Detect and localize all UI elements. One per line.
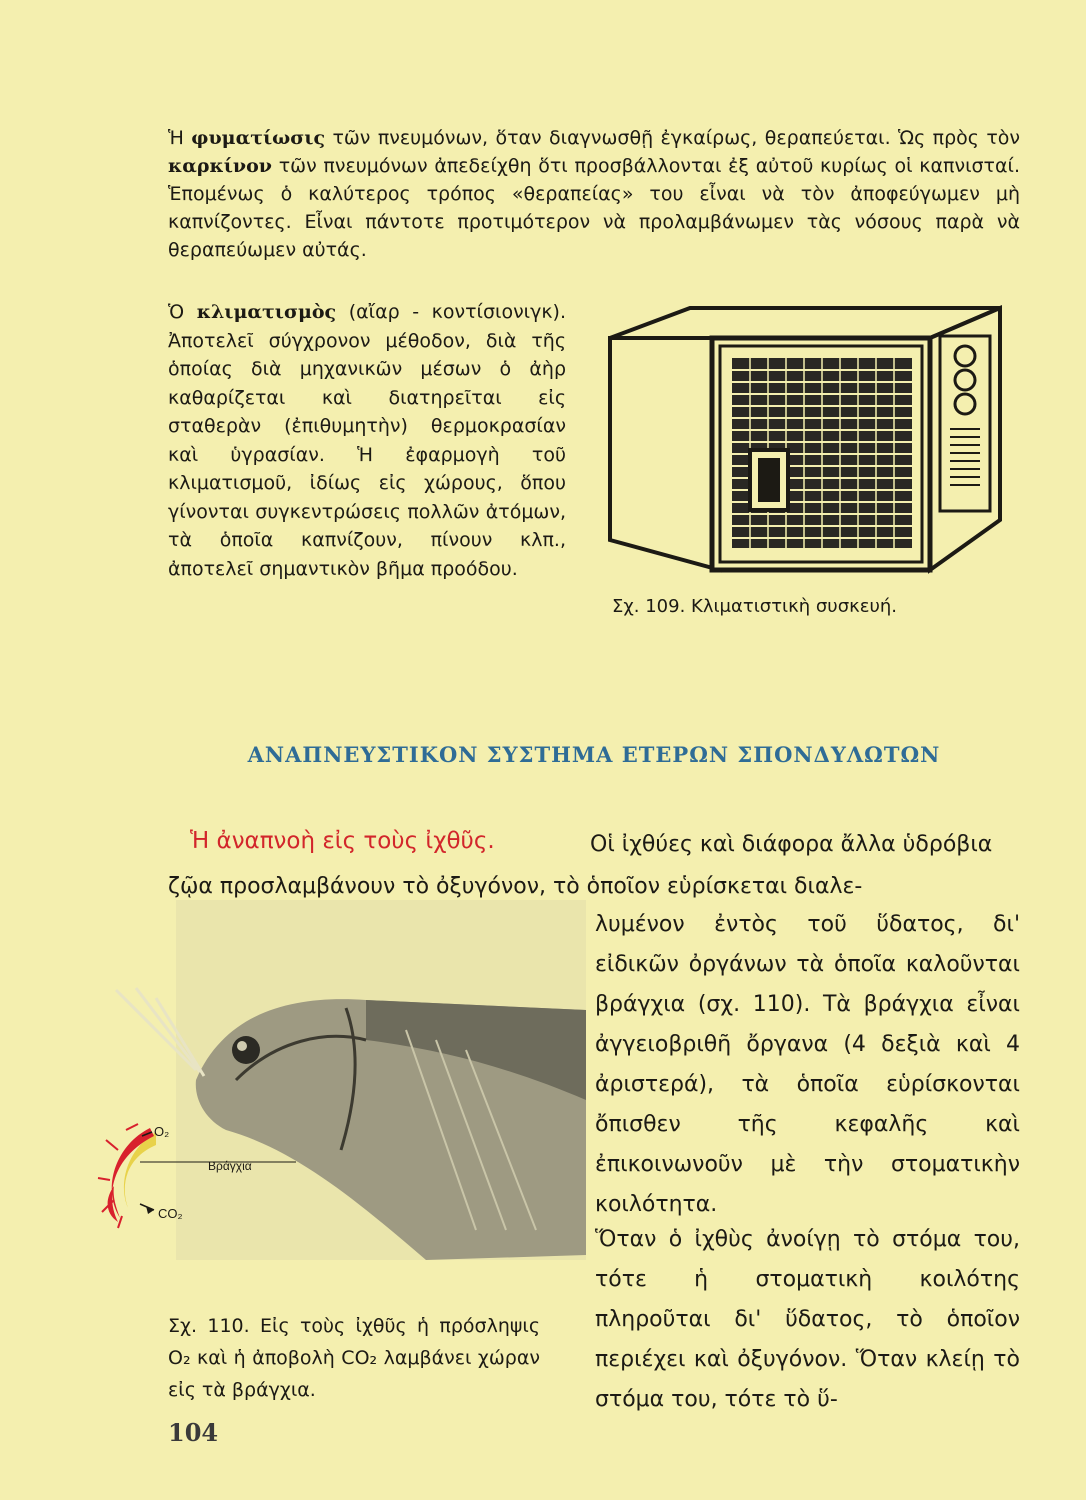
- paragraph-tuberculosis-cancer: Ἡ φυματίωσις τῶν πνευμόνων, ὅταν διαγνωσθῇ ἐγκαίρως, θεραπεύεται. Ὡς πρὸς τὸν καρκίνον τῶν πνευμόνων ἀπεδείχθη ὅτι προσβάλλονται ἐξ αὐτοῦ κυρίως οἱ καπνισταί. Ἑπομένως ὁ καλύτερος τρόπος «θεραπείας» του εἶναι νὰ τὸν ἀποφεύγωμεν μὴ καπνίζοντες. Εἶναι πάντοτε προτιμότερον νὰ προλαμβάνωμεν τὰς νόσους παρὰ νὰ θεραπεύωμεν αὐτάς.: [168, 127, 1020, 261]
- fish-lead-text: Οἱ ἰχθύες καὶ διάφορα ἄλλα ὑδρόβια: [590, 832, 993, 857]
- gills-label: Βράγχια: [208, 1159, 252, 1173]
- figure-110-caption: Σχ. 110. Εἰς τοὺς ἰχθῦς ἡ πρόσληψις O₂ καὶ ἡ ἀποβολὴ CO₂ λαμβάνει χώραν εἰς τὰ βράγχια.: [168, 1315, 540, 1401]
- paragraph-air-conditioning: Ὁ κλιματισμὸς (αἴαρ - κοντίσιονιγκ). Ἀποτελεῖ σύγχρονον μέθοδον, διὰ τῆς ὁποίας διὰ μηχανικῶν μέσων ὁ ἀὴρ καθαρίζεται καὶ διατηρεῖται εἰς σταθερὰν (ἐπιθυμητὴν) θερμοκρασίαν καὶ ὑγρασίαν. Ἡ ἐφαρμογὴ τοῦ κλιματισμοῦ, ἰδίως εἰς χώρους, ὅπου γίνονται συγκεντρώσεις πολλῶν ἀτόμων, τὰ ὁποῖα καπνίζουν, πίνουν κλπ., ἀποτελεῖ σημαντικὸν βῆμα προόδου.: [168, 301, 567, 580]
- term-cancer: καρκίνον: [168, 155, 272, 177]
- o2-label: O₂: [154, 1124, 170, 1139]
- page-number: 104: [168, 1418, 219, 1447]
- fish-second-line: ζῷα προσλαμβάνουν τὸ ὀξυγόνον, τὸ ὁποῖον εὑρίσκεται διαλε-: [168, 874, 863, 899]
- co2-label: CO₂: [158, 1206, 183, 1221]
- term-air-conditioning: κλιματισμὸς: [196, 301, 337, 323]
- fish-gills-photo: [96, 900, 586, 1260]
- air-conditioner-illustration: [600, 300, 1020, 590]
- fish-respiration-heading: Ἡ ἀναπνοὴ εἰς τοὺς ἰχθῦς.: [190, 828, 495, 854]
- fish-paragraph-mouth: Ὅταν ὁ ἰχθὺς ἀνοίγῃ τὸ στόμα του, τότε ἡ στοματικὴ κοιλότης πληροῦται δι' ὕδατος, τὸ ὁποῖον περιέχει καὶ ὀξυγόνον. Ὅταν κλείῃ τὸ στόμα του, τότε τὸ ὕ-: [595, 1227, 1020, 1412]
- section-title: ΑΝΑΠΝΕΥΣΤΙΚΟΝ ΣΥΣΤΗΜΑ ΕΤΕΡΩΝ ΣΠΟΝΔΥΛΩΤΩΝ: [247, 742, 941, 767]
- term-tuberculosis: φυματίωσις: [191, 127, 326, 149]
- fish-paragraph-gills: λυμένον ἐντὸς τοῦ ὕδατος, δι' εἰδικῶν ὀργάνων τὰ ὁποῖα καλοῦνται βράγχια (σχ. 110). Τὰ βράγχια εἶναι ἀγγειοβριθῆ ὄργανα (4 δεξιὰ καὶ 4 ἀριστερά), τὰ ὁποῖα εὑρίσκονται ὄπισθεν τῆς κεφαλῆς καὶ ἐπικοινωνοῦν μὲ τὴν στοματικὴν κοιλότητα.: [595, 912, 1020, 1217]
- figure-109-caption: Σχ. 109. Κλιματιστικὴ συσκευή.: [612, 596, 897, 617]
